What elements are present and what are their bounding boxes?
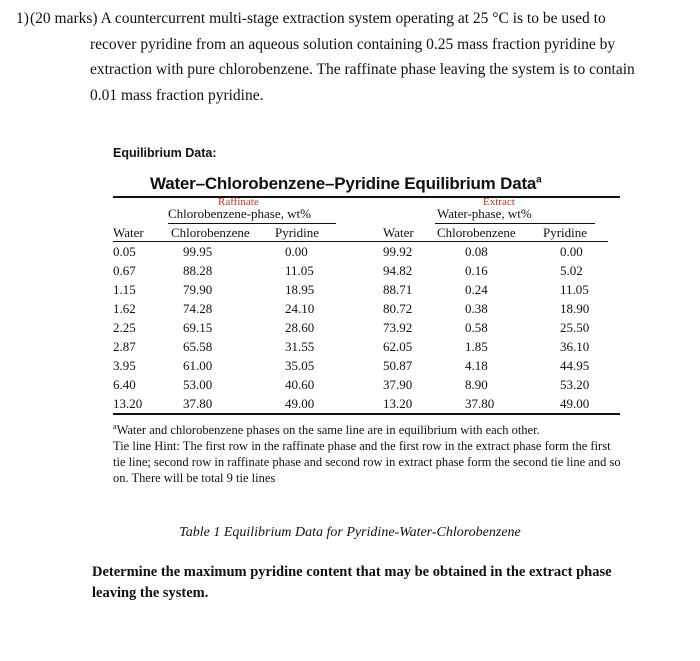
cell-water-raffinate: 2.25 (113, 320, 136, 335)
cell-water-extract: 73.92 (383, 320, 413, 335)
problem-text-block (30, 6, 646, 108)
cell-water-extract: 62.05 (383, 339, 413, 354)
cell-water-raffinate: 0.67 (113, 263, 136, 278)
raffinate-group-label: Chlorobenzene-phase, wt% (168, 206, 311, 221)
problem-statement (16, 6, 646, 108)
cell-pyridine-raffinate: 35.05 (285, 358, 315, 373)
table-row (113, 261, 608, 280)
footnote-text: Water and chlorobenzene phases on the same line are in equilibrium with each other. (116, 423, 540, 438)
cell-pyridine-raffinate: 49.00 (285, 396, 315, 411)
cell-pyridine-extract: 25.50 (560, 320, 590, 335)
raffinate-label: Raffinate (218, 196, 259, 208)
cell-pyridine-extract: 11.05 (560, 282, 589, 297)
table-title (150, 174, 542, 194)
cell-water-extract: 50.87 (383, 358, 413, 373)
cell-chlorobenzene-raffinate: 37.80 (183, 396, 213, 411)
cell-chlorobenzene-raffinate: 61.00 (183, 358, 213, 373)
table-notes (113, 419, 623, 486)
cell-chlorobenzene-extract: 1.85 (465, 339, 488, 354)
cell-chlorobenzene-raffinate: 88.28 (183, 263, 213, 278)
cell-water-extract: 80.72 (383, 301, 413, 316)
extract-group-label: Water-phase, wt% (437, 206, 532, 221)
cell-chlorobenzene-raffinate: 99.95 (183, 244, 213, 259)
table-row (113, 299, 608, 318)
cell-pyridine-extract: 49.00 (560, 396, 590, 411)
table-row (113, 394, 608, 413)
cell-chlorobenzene-extract: 0.38 (465, 301, 488, 316)
cell-pyridine-extract: 36.10 (560, 339, 590, 354)
cell-water-extract: 37.90 (383, 377, 413, 392)
cell-water-extract: 94.82 (383, 263, 413, 278)
cell-pyridine-raffinate: 28.60 (285, 320, 315, 335)
problem-marks: (20 marks) (30, 10, 98, 27)
question: Determine the maximum pyridine content that may be obtained in the extract phase leaving the system. (92, 564, 612, 601)
cell-chlorobenzene-extract: 8.90 (465, 377, 488, 392)
cell-water-raffinate: 0.05 (113, 244, 136, 259)
cell-water-raffinate: 2.87 (113, 339, 136, 354)
cell-pyridine-raffinate: 40.60 (285, 377, 315, 392)
equilibrium-data-label: Equilibrium Data: (113, 146, 217, 160)
table-bottom-rule (113, 413, 620, 415)
cell-water-raffinate: 6.40 (113, 377, 136, 392)
cell-chlorobenzene-extract: 37.80 (465, 396, 495, 411)
cell-pyridine-extract: 44.95 (560, 358, 590, 373)
table-row (113, 318, 608, 337)
tie-line-hint: Tie line Hint: The first row in the raffinate phase and the first row in the extract phase form the first tie line; second row in raffinate phase and second row in extract phase form the second tie line and so on. There will be total 9 tie lines (113, 439, 621, 486)
header-water-raffinate: Water (113, 225, 144, 240)
header-chlorobenzene-raffinate: Chlorobenzene (171, 225, 250, 240)
cell-water-extract: 88.71 (383, 282, 413, 297)
header-chlorobenzene-extract: Chlorobenzene (437, 225, 516, 240)
cell-water-raffinate: 1.15 (113, 282, 136, 297)
problem-text: A countercurrent multi-stage extraction system operating at 25 °C is to be used to recover pyridine from an aqueous solution containing 0.25 mass fraction pyridine by extraction with pure chlorobenzene. The raffinate phase leaving the system is to contain 0.01 mass fraction pyridine. (90, 10, 635, 104)
header-pyridine-raffinate: Pyridine (275, 225, 320, 240)
header-pyridine-extract: Pyridine (543, 225, 588, 240)
extract-group-underline (435, 223, 595, 224)
raffinate-group-underline (168, 223, 336, 224)
cell-pyridine-extract: 53.20 (560, 377, 590, 392)
cell-pyridine-raffinate: 24.10 (285, 301, 315, 316)
cell-chlorobenzene-raffinate: 74.28 (183, 301, 213, 316)
cell-chlorobenzene-extract: 0.58 (465, 320, 488, 335)
cell-pyridine-raffinate: 31.55 (285, 339, 315, 354)
cell-chlorobenzene-raffinate: 65.58 (183, 339, 213, 354)
cell-water-raffinate: 1.62 (113, 301, 136, 316)
header-water-extract: Water (383, 225, 414, 240)
cell-water-extract: 99.92 (383, 244, 413, 259)
problem-number: 1) (16, 10, 29, 27)
cell-pyridine-raffinate: 0.00 (285, 244, 308, 259)
cell-pyridine-extract: 18.90 (560, 301, 590, 316)
cell-chlorobenzene-raffinate: 79.90 (183, 282, 213, 297)
footnote (113, 419, 623, 438)
table-caption: Table 1 Equilibrium Data for Pyridine-Water-Chlorobenzene (179, 525, 521, 540)
cell-pyridine-raffinate: 18.95 (285, 282, 315, 297)
table-title-text: Water–Chlorobenzene–Pyridine Equilibrium Data (150, 174, 537, 193)
table-row (113, 375, 608, 394)
extract-label: Extract (483, 196, 515, 208)
cell-chlorobenzene-extract: 0.24 (465, 282, 488, 297)
table-row (113, 337, 608, 356)
cell-pyridine-extract: 5.02 (560, 263, 583, 278)
table-row (113, 280, 608, 299)
table-title-superscript: a (536, 174, 542, 186)
cell-chlorobenzene-raffinate: 53.00 (183, 377, 213, 392)
cell-chlorobenzene-extract: 0.08 (465, 244, 488, 259)
cell-water-extract: 13.20 (383, 396, 413, 411)
cell-chlorobenzene-extract: 0.16 (465, 263, 488, 278)
cell-pyridine-extract: 0.00 (560, 244, 583, 259)
cell-pyridine-raffinate: 11.05 (285, 263, 314, 278)
table-top-rule (113, 196, 620, 198)
cell-chlorobenzene-raffinate: 69.15 (183, 320, 213, 335)
cell-water-raffinate: 3.95 (113, 358, 136, 373)
footnote-marker: a (113, 422, 117, 431)
table-row (113, 242, 608, 261)
cell-water-raffinate: 13.20 (113, 396, 143, 411)
table-row (113, 356, 608, 375)
table-body (113, 242, 608, 413)
cell-chlorobenzene-extract: 4.18 (465, 358, 488, 373)
